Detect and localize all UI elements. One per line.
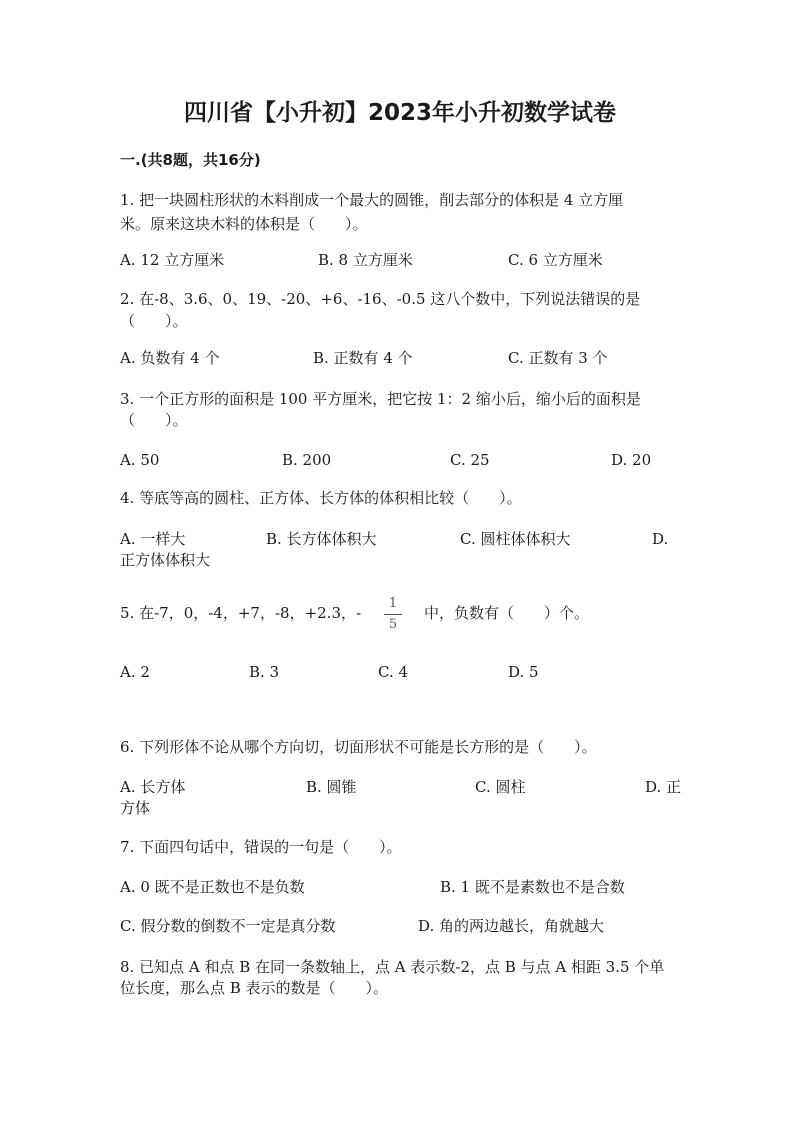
question-1-option-a: A. 12 立方厘米 <box>120 251 225 269</box>
question-6-option-b: B. 圆锥 <box>306 778 357 796</box>
question-4-option-b: B. 长方体体积大 <box>266 530 377 548</box>
fraction-numerator: 1 <box>388 596 398 611</box>
question-7-option-d: D. 角的两边越长，角就越大 <box>418 917 605 935</box>
question-5-fraction <box>384 596 402 633</box>
question-2-line-2: （ ）。 <box>120 312 188 330</box>
fraction-bar <box>384 614 402 615</box>
question-3-option-b: B. 200 <box>282 451 332 469</box>
question-6-option-d: D. 正 <box>645 778 682 796</box>
question-8-line-2: 位长度，那么点 B 表示的数是（ ）。 <box>120 979 389 997</box>
question-5-text-after: 中，负数有（ ）个。 <box>424 604 590 622</box>
question-5-option-b: B. 3 <box>249 663 280 681</box>
question-2-option-b: B. 正数有 4 个 <box>313 349 413 367</box>
question-1-line-2: 米。原来这块木料的体积是（ ）。 <box>120 215 368 233</box>
question-1-option-b: B. 8 立方厘米 <box>318 251 413 269</box>
question-7-option-b: B. 1 既不是素数也不是合数 <box>440 878 625 896</box>
question-7-option-a: A. 0 既不是正数也不是负数 <box>120 878 305 896</box>
question-4-option-d-cont: 正方体体积大 <box>120 551 211 569</box>
section-header: 一.(共8题，共16分) <box>120 151 261 169</box>
question-7-option-c: C. 假分数的倒数不一定是真分数 <box>120 917 336 935</box>
question-5-option-c: C. 4 <box>378 663 409 681</box>
question-7-line-1: 7. 下面四句话中，错误的一句是（ ）。 <box>120 838 402 856</box>
question-8-line-1: 8. 已知点 A 和点 B 在同一条数轴上，点 A 表示数-2，点 B 与点 A 相距 3.5 个单 <box>120 958 665 976</box>
question-6-option-c: C. 圆柱 <box>475 778 526 796</box>
question-3-line-2: （ ）。 <box>120 411 188 429</box>
question-5-text-before: 5. 在-7，0，-4，+7，-8，+2.3，- <box>120 604 362 622</box>
question-6-option-d-cont: 方体 <box>120 799 151 817</box>
question-4-option-c: C. 圆柱体体积大 <box>460 530 571 548</box>
page-title: 四川省【小升初】2023年小升初数学试卷 <box>183 100 616 126</box>
question-5-option-a: A. 2 <box>120 663 150 681</box>
question-2-option-c: C. 正数有 3 个 <box>508 349 608 367</box>
question-1-option-c: C. 6 立方厘米 <box>508 251 603 269</box>
question-3-line-1: 3. 一个正方形的面积是 100 平方厘米，把它按 1：2 缩小后，缩小后的面积是 <box>120 390 641 408</box>
question-1-line-1: 1. 把一块圆柱形状的木料削成一个最大的圆锥，削去部分的体积是 4 立方厘 <box>120 191 624 209</box>
question-3-option-a: A. 50 <box>120 451 160 469</box>
question-4-option-a: A. 一样大 <box>120 530 186 548</box>
question-6-option-a: A. 长方体 <box>120 778 186 796</box>
question-4-option-d: D. <box>652 530 669 548</box>
question-3-option-d: D. 20 <box>611 451 652 469</box>
question-3-option-c: C. 25 <box>450 451 490 469</box>
question-4-line-1: 4. 等底等高的圆柱、正方体、长方体的体积相比较（ ）。 <box>120 489 522 507</box>
question-6-line-1: 6. 下列形体不论从哪个方向切，切面形状不可能是长方形的是（ ）。 <box>120 738 597 756</box>
question-2-line-1: 2. 在-8、3.6、0、19、-20、+6、-16、-0.5 这八个数中，下列说法错误的是 <box>120 290 641 308</box>
fraction-denominator: 5 <box>388 617 398 632</box>
question-5-option-d: D. 5 <box>508 663 539 681</box>
question-2-option-a: A. 负数有 4 个 <box>120 349 220 367</box>
